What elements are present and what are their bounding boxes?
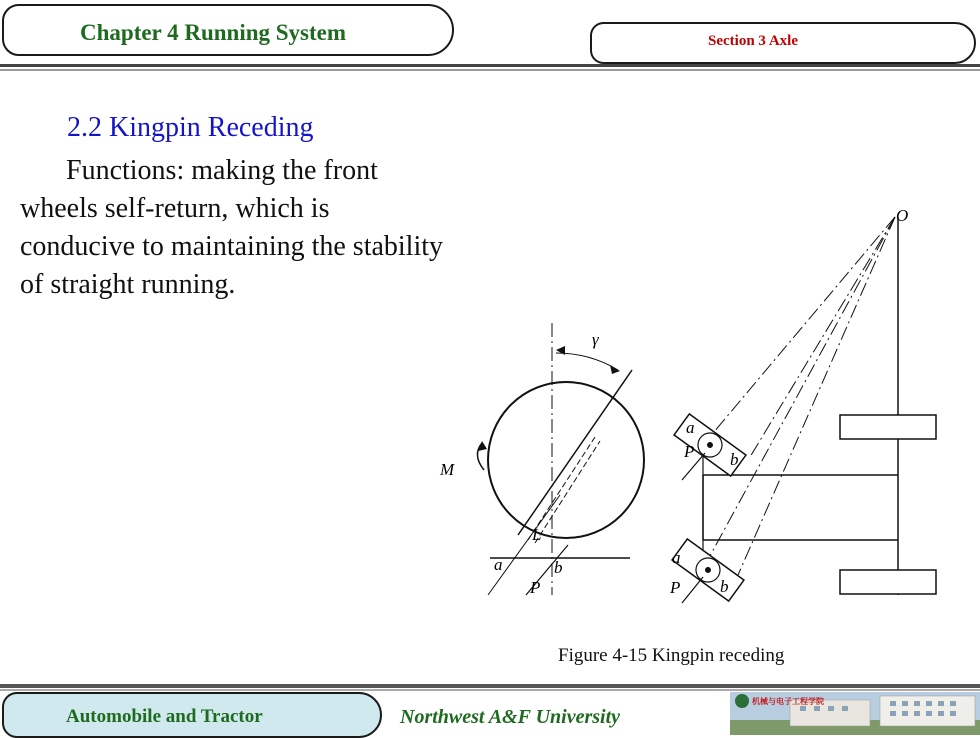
label-P3: P bbox=[670, 578, 681, 597]
force-line-bottom bbox=[682, 577, 703, 603]
header-rule bbox=[0, 64, 980, 67]
slide-subtitle: 2.2 Kingpin Receding bbox=[67, 112, 314, 143]
footer-rule bbox=[0, 684, 980, 688]
ray-4 bbox=[738, 217, 895, 575]
footer-rule-thin bbox=[0, 689, 980, 691]
label-b2: b bbox=[730, 450, 739, 469]
figure-caption: Figure 4-15 Kingpin receding bbox=[558, 645, 785, 666]
header-rule-thin bbox=[0, 69, 980, 71]
kingpin-receding-diagram bbox=[420, 195, 960, 615]
label-a3: a bbox=[672, 548, 681, 567]
label-b3: b bbox=[720, 577, 729, 596]
section-title: Section 3 Axle bbox=[708, 33, 798, 49]
wheel-circle bbox=[488, 382, 644, 538]
label-b: b bbox=[554, 558, 563, 577]
front-wheel-bottom bbox=[672, 539, 744, 601]
university-name: Northwest A&F University bbox=[400, 706, 621, 728]
label-P: P bbox=[530, 578, 541, 597]
campus-photo bbox=[730, 692, 980, 735]
chapter-title: Chapter 4 Running System bbox=[80, 20, 347, 45]
rear-wheel-top bbox=[840, 415, 936, 439]
label-gamma: γ bbox=[592, 330, 599, 349]
rear-wheel-bottom bbox=[840, 570, 936, 594]
label-L: L bbox=[532, 525, 542, 544]
label-O: O bbox=[896, 206, 909, 225]
label-a: a bbox=[494, 555, 503, 574]
ray-3 bbox=[705, 217, 895, 565]
college-logo-text: 机械与电子工程学院 bbox=[752, 697, 824, 706]
line-a bbox=[488, 495, 560, 595]
course-name: Automobile and Tractor bbox=[66, 706, 263, 727]
arrow-head bbox=[556, 346, 565, 355]
label-M: M bbox=[440, 460, 455, 479]
gamma-arc bbox=[556, 353, 618, 370]
label-a2: a bbox=[686, 418, 695, 437]
ray-1 bbox=[708, 217, 895, 439]
kingpin-dashed-2 bbox=[535, 441, 600, 543]
body-paragraph: Functions: making the front wheels self-return, which is conducive to maintaining the stability of straight running. bbox=[20, 155, 444, 300]
arrow-head bbox=[610, 365, 620, 374]
label-P2: P bbox=[684, 442, 695, 461]
kingpin-axis bbox=[518, 370, 632, 535]
